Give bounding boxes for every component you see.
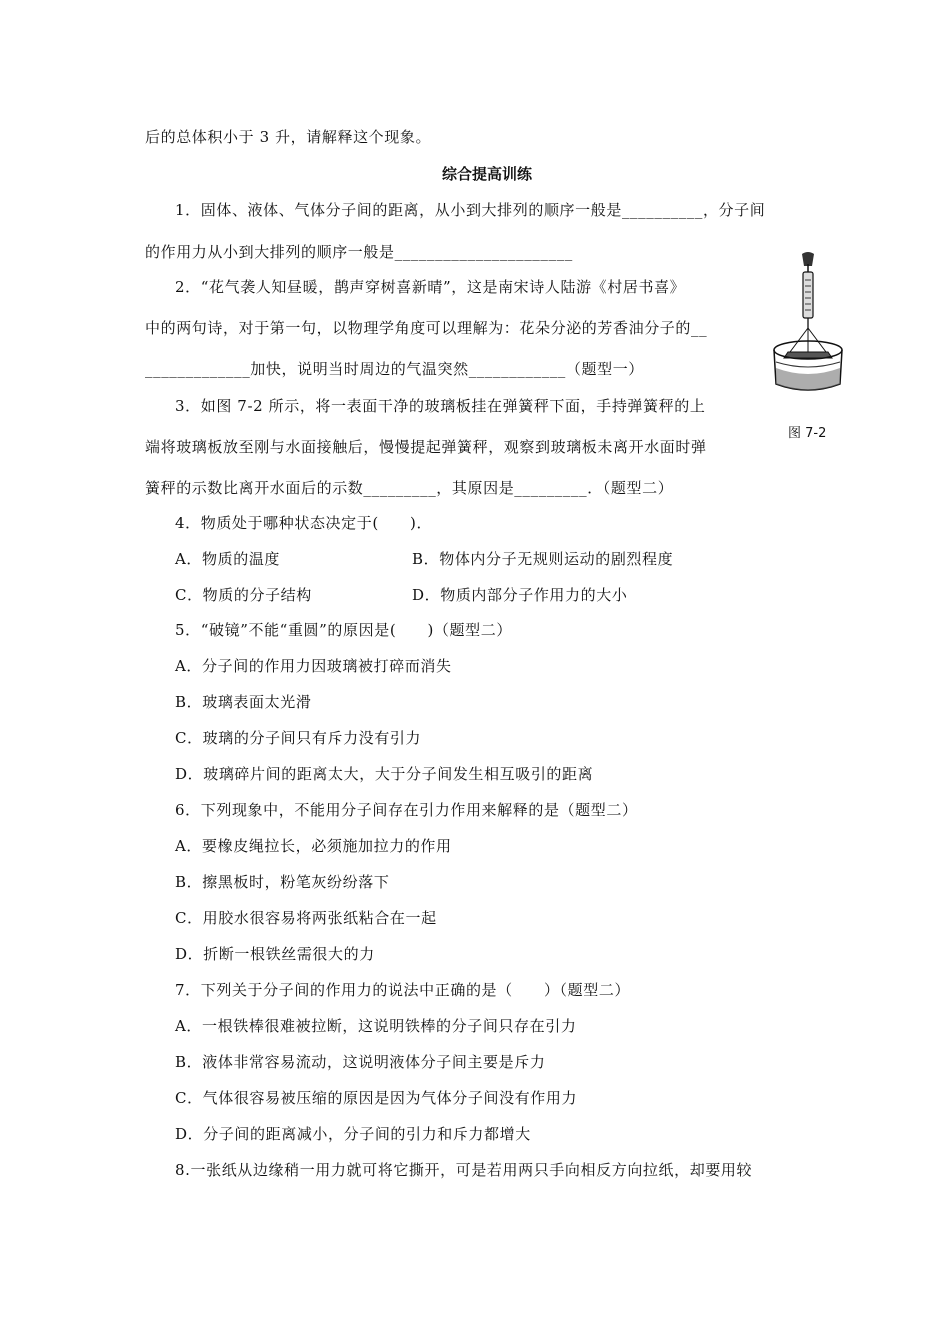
q6-option-d: D．折断一根铁丝需很大的力	[175, 945, 375, 963]
q5-option-a: A．分子间的作用力因玻璃被打碎而消失	[175, 657, 452, 675]
q5-stem: 5．“破镜”不能“重圆”的原因是( )（题型二）	[175, 621, 512, 639]
q4-stem: 4．物质处于哪种状态决定于( )．	[175, 514, 433, 532]
q7-option-b: B．液体非常容易流动，这说明液体分子间主要是斥力	[175, 1053, 546, 1071]
section-title: 综合提高训练	[442, 165, 533, 183]
figure-caption: 图 7-2	[788, 426, 827, 441]
q4-option-c: C．物质的分子结构	[175, 586, 312, 604]
q1-line1: 1．固体、液体、气体分子间的距离，从小到大排列的顺序一般是__________，分子间	[175, 201, 766, 219]
q3-line1: 3．如图 7-2 所示，将一表面干净的玻璃板挂在弹簧秤下面，手持弹簧秤的上	[175, 397, 706, 415]
q1-line2: 的作用力从小到大排列的顺序一般是______________________	[145, 243, 573, 261]
q5-option-d: D．玻璃碎片间的距离太大，大于分子间发生相互吸引的距离	[175, 765, 594, 783]
q7-option-a: A．一根铁棒很难被拉断，这说明铁棒的分子间只存在引力	[175, 1017, 577, 1035]
q4-option-b: B．物体内分子无规则运动的剧烈程度	[412, 550, 674, 568]
q3-line3: 簧秤的示数比离开水面后的示数_________，其原因是_________．（题型二）	[145, 479, 674, 497]
q3-line2: 端将玻璃板放至刚与水面接触后，慢慢提起弹簧秤，观察到玻璃板未离开水面时弹	[145, 438, 707, 456]
q2-line3: _____________加快，说明当时周边的气温突然____________（题型一）	[145, 360, 644, 378]
q5-option-c: C．玻璃的分子间只有斥力没有引力	[175, 729, 422, 747]
q8-line1: 8.一张纸从边缘稍一用力就可将它撕开，可是若用两只手向相反方向拉纸，却要用较	[175, 1161, 753, 1179]
q7-option-d: D．分子间的距离减小，分子间的引力和斥力都增大	[175, 1125, 531, 1143]
q6-option-b: B．擦黑板时，粉笔灰纷纷落下	[175, 873, 390, 891]
q4-option-d: D．物质内部分子作用力的大小	[412, 586, 628, 604]
q7-option-c: C．气体很容易被压缩的原因是因为气体分子间没有作用力	[175, 1089, 578, 1107]
q6-stem: 6．下列现象中，不能用分子间存在引力作用来解释的是（题型二）	[175, 801, 638, 819]
q4-option-a: A．物质的温度	[175, 550, 281, 568]
q2-line2: 中的两句诗，对于第一句，以物理学角度可以理解为：花朵分泌的芳香油分子的__	[145, 319, 708, 337]
spring-scale-glass-plate-water-icon	[772, 250, 844, 400]
q6-option-a: A．要橡皮绳拉长，必须施加拉力的作用	[175, 837, 452, 855]
q7-stem: 7．下列关于分子间的作用力的说法中正确的是（ ）（题型二）	[175, 981, 631, 999]
q5-option-b: B．玻璃表面太光滑	[175, 693, 312, 711]
q2-line1: 2．“花气袭人知昼暖，鹊声穿树喜新晴”，这是南宋诗人陆游《村居书喜》	[175, 278, 686, 296]
intro-line: 后的总体积小于 3 升，请解释这个现象。	[145, 128, 432, 146]
q6-option-c: C．用胶水很容易将两张纸粘合在一起	[175, 909, 437, 927]
